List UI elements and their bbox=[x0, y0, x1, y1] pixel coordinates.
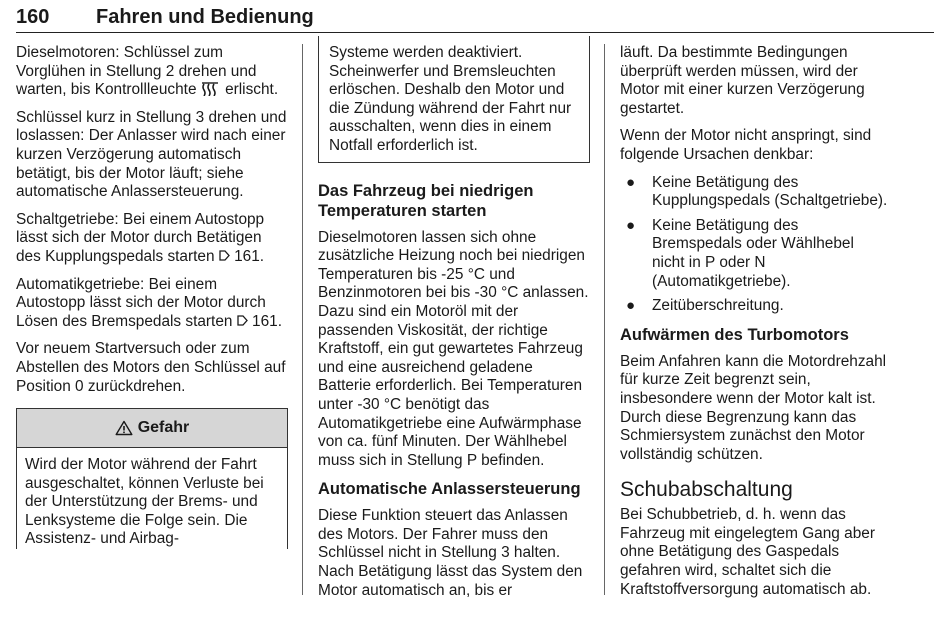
text: Schlüssel kurz in Stellung bbox=[16, 108, 196, 126]
text: drehen und warten, bis Kontrollleuchte bbox=[16, 62, 257, 99]
text: erlischt. bbox=[220, 81, 279, 99]
page-reference-icon bbox=[219, 249, 230, 262]
danger-title: Gefahr bbox=[137, 418, 190, 436]
list-item-text: Keine Betätigung des Kupplungspedals (Schaltgetriebe). bbox=[652, 173, 888, 210]
bullet-icon: ● bbox=[626, 297, 636, 315]
paragraph-start-delay: läuft. Da bestimmte Bedingungen überprüft werden müssen, wird der Motor mit einer kurzen Verzögerung gestartet. bbox=[620, 44, 865, 117]
preheating-indicator-icon bbox=[201, 82, 221, 96]
selector-position-n: N bbox=[754, 253, 766, 271]
column-middle bbox=[318, 44, 590, 609]
heading-fuel-cutoff: Schubabschaltung bbox=[620, 478, 793, 502]
selector-position-p: P bbox=[705, 253, 716, 271]
danger-text: Wird der Motor während der Fahrt ausgeschaltet, können Verluste bei der Unterstützung der Brems- und Lenksysteme die Folge sein. Die Assistenz- und Airbag- bbox=[25, 456, 264, 548]
chapter-title: Fahren und Bedienung bbox=[96, 6, 314, 28]
paragraph-restart bbox=[16, 340, 288, 396]
list-item-text: Zeitüberschreitung. bbox=[652, 297, 784, 315]
key-position-3: 3 bbox=[501, 544, 510, 562]
text: Schaltgetriebe: Bei einem Autostopp lässt sich der Motor durch Betätigen des Kupplungspedals starten bbox=[16, 210, 265, 265]
page-header bbox=[16, 4, 934, 33]
text: Dieselmotoren lassen sich ohne zusätzliche Heizung noch bei niedrigen Temperaturen bis -25 °C und Benzinmotoren bei bis -30 °C anlassen. Dazu sind ein Motoröl mit der passenden Viskosität, der richtige Kraftstoff, ein gut gewartetes Fahrzeug und eine ausreichend geladene Batterie erforderlich. Bei Temperaturen unter -30 °C benötigt das Automatikgetriebe eine Aufwärmphase von ca. fünf Minuten. Der Wählhebel muss sich in Stellung bbox=[318, 228, 589, 469]
causes-list bbox=[620, 174, 890, 316]
key-position-2: 2 bbox=[165, 62, 175, 80]
text: befinden. bbox=[476, 451, 545, 469]
danger-box-continued: Systeme werden deaktiviert. Scheinwerfer und Bremsleuchten erlöschen. Deshalb den Motor und die Zündung während der Fahrt nur ausschalten, wenn dies in einem Notfall erforderlich ist. bbox=[318, 36, 590, 163]
warning-triangle-icon bbox=[115, 420, 133, 436]
column-divider bbox=[604, 44, 605, 595]
text: zurückdrehen. bbox=[83, 377, 186, 395]
page-reference-icon bbox=[237, 314, 248, 327]
paragraph-diesel-preglow bbox=[16, 44, 288, 100]
text: halten. Nach Betätigung lässt das System den Motor automatisch an, bis er bbox=[318, 544, 583, 599]
text: Dieselmotoren: Schlüssel zum Vorglühen in Stellung bbox=[16, 44, 223, 80]
heading-cold-start: Das Fahrzeug bei niedrigen Temperaturen starten bbox=[318, 181, 534, 220]
text: Keine Betätigung des Bremspedals oder Wählhebel nicht in bbox=[652, 216, 854, 271]
paragraph-manual-gearbox bbox=[16, 211, 288, 267]
page-reference[interactable]: 161. bbox=[247, 312, 282, 330]
paragraph-automatic-gearbox bbox=[16, 276, 288, 332]
page-number: 160 bbox=[16, 6, 50, 28]
column-right bbox=[620, 44, 890, 608]
paragraph-key-turn bbox=[16, 109, 288, 202]
text: oder bbox=[715, 253, 755, 271]
list-item-text bbox=[652, 217, 854, 290]
text: Vor neuem Startversuch oder zum Abstellen des Motors den Schlüssel auf Position bbox=[16, 340, 286, 395]
paragraph-cold-start bbox=[318, 229, 590, 471]
heading-turbo-warmup: Aufwärmen des Turbomotors bbox=[620, 325, 849, 344]
selector-position-p: P bbox=[466, 451, 477, 469]
danger-box bbox=[16, 408, 288, 549]
text: Automatikgetriebe: Bei einem Autostopp lässt sich der Motor durch Lösen des Bremspedals starten bbox=[16, 275, 266, 330]
text: drehen und loslassen: Der Anlasser wird nach einer kurzen Verzögerung automatisch betätigt, bis der Motor läuft; siehe automatische Anlassersteuerung. bbox=[16, 108, 287, 201]
heading-auto-starter: Automatische Anlassersteuerung bbox=[318, 480, 581, 499]
paragraph-causes-intro: Wenn der Motor nicht anspringt, sind folgende Ursachen denkbar: bbox=[620, 127, 872, 163]
paragraph-fuel-cutoff: Bei Schubbetrieb, d. h. wenn das Fahrzeug mit eingelegtem Gang aber ohne Betätigung des Gaspedals gefahren wird, schaltet sich die Kraftstoffversorgung automatisch ab. bbox=[620, 506, 875, 598]
key-position-3: 3 bbox=[195, 108, 205, 126]
column-divider bbox=[302, 44, 303, 595]
page-reference[interactable]: 161. bbox=[229, 247, 265, 265]
bullet-icon: ● bbox=[626, 173, 636, 191]
paragraph-turbo-warmup: Beim Anfahren kann die Motordrehzahl für kurze Zeit begrenzt sein, insbesondere wenn der Motor kalt ist. Durch diese Begrenzung kann das Schmiersystem zunächst den Motor vollständig schützen. bbox=[620, 352, 887, 463]
list-item bbox=[620, 297, 890, 316]
danger-header bbox=[17, 409, 287, 448]
list-item bbox=[620, 174, 890, 211]
bullet-icon: ● bbox=[626, 216, 636, 234]
list-item bbox=[620, 217, 890, 291]
paragraph-auto-starter bbox=[318, 507, 590, 600]
text: (Automatikgetriebe). bbox=[652, 272, 791, 290]
text: Diese Funktion steuert das Anlassen des Motors. Der Fahrer muss den Schlüssel nicht in Stellung bbox=[318, 507, 568, 562]
key-position-0: 0 bbox=[75, 377, 84, 395]
column-left bbox=[16, 44, 288, 549]
